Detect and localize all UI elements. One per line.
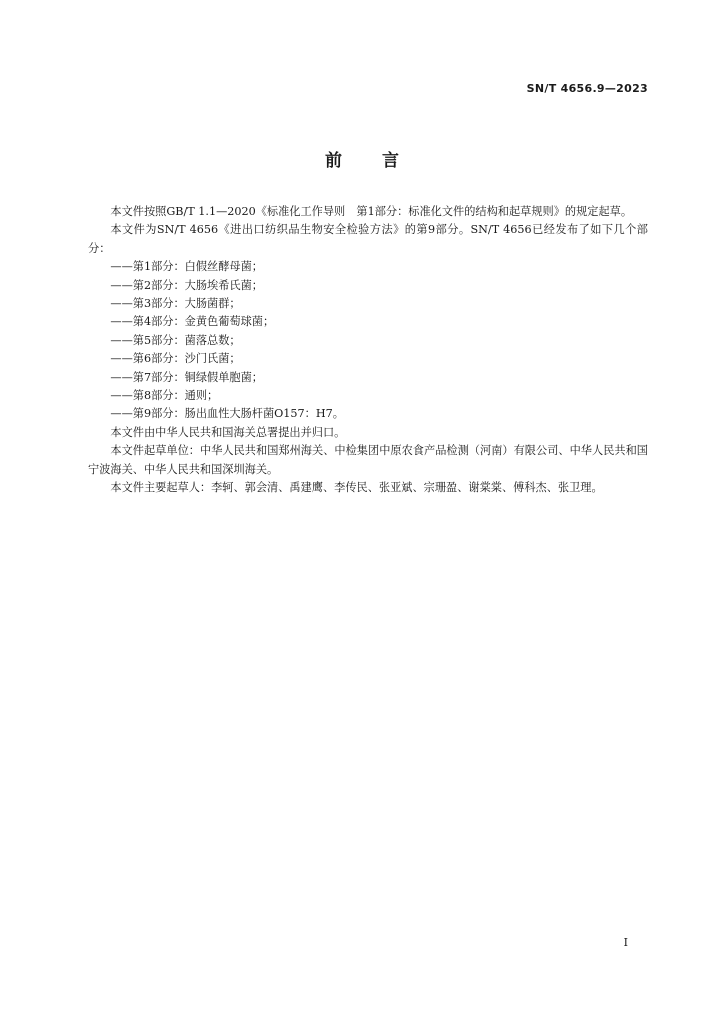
- title-char-1: 前: [325, 151, 342, 171]
- paragraph-proposer: 本文件由中华人民共和国海关总署提出并归口。: [110, 425, 346, 439]
- list-item-part-1: ——第1部分：白假丝酵母菌；: [110, 260, 263, 274]
- standard-code: SN/T 4656.9—2023: [526, 82, 648, 95]
- title-char-2: 言: [382, 151, 399, 171]
- list-item-part-6: ——第6部分：沙门氏菌；: [110, 352, 241, 366]
- list-item-part-3: ——第3部分：大肠菌群；: [110, 297, 241, 311]
- page-title: [0, 146, 724, 171]
- paragraph-drafters: 本文件主要起草人：李轲、郭会清、禹建鹰、李传民、张亚斌、宗珊盈、谢棠棠、傅科杰、张卫理。: [110, 481, 603, 495]
- list-item-part-8: ——第8部分：通则；: [110, 389, 219, 403]
- page-number: I: [623, 936, 628, 949]
- list-item-part-4: ——第4部分：金黄色葡萄球菌；: [110, 315, 275, 329]
- paragraph-drafting-units: 本文件起草单位：中华人民共和国郑州海关、中检集团中原农食产品检测（河南）有限公司、中华人民共和国宁波海关、中华人民共和国深圳海关。: [88, 444, 648, 476]
- paragraph-drafting-rules: 本文件按照GB/T 1.1—2020《标准化工作导则 第1部分：标准化文件的结构和起草规则》的规定起草。: [110, 205, 633, 218]
- list-item-part-5: ——第5部分：菌落总数；: [110, 333, 241, 347]
- list-item-part-9: ——第9部分：肠出血性大肠杆菌O157：H7。: [110, 407, 344, 421]
- paragraph-series-intro: 本文件为SN/T 4656《进出口纺织品生物安全检验方法》的第9部分。SN/T 4656已经发布了如下几个部分：: [88, 223, 648, 255]
- list-item-part-2: ——第2部分：大肠埃希氏菌；: [110, 278, 263, 292]
- list-item-part-7: ——第7部分：铜绿假单胞菌；: [110, 370, 263, 384]
- document-body: [88, 203, 648, 498]
